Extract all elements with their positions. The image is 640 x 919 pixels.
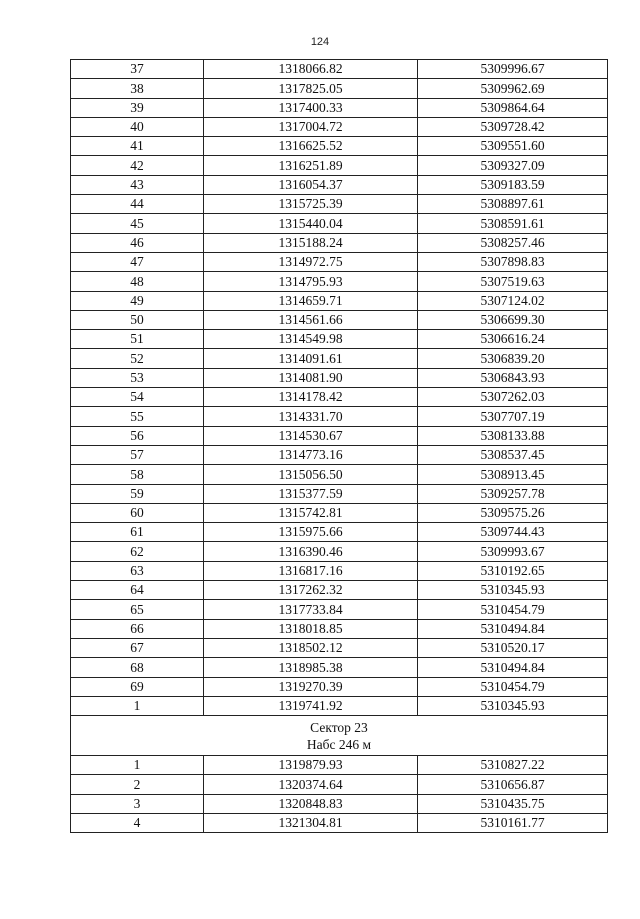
x-coordinate-cell: 1318018.85 [204, 619, 418, 638]
x-coordinate-cell: 1315440.04 [204, 214, 418, 233]
x-coordinate-cell: 1314773.16 [204, 445, 418, 464]
point-number-cell: 41 [71, 137, 204, 156]
x-coordinate-cell: 1315056.50 [204, 465, 418, 484]
table-row [71, 195, 608, 214]
point-number-cell: 51 [71, 330, 204, 349]
x-coordinate-cell: 1314081.90 [204, 368, 418, 387]
table-row [71, 813, 608, 832]
table-row [71, 98, 608, 117]
y-coordinate-cell: 5310192.65 [418, 561, 608, 580]
table-row [71, 272, 608, 291]
table-row [71, 484, 608, 503]
point-number-cell: 1 [71, 756, 204, 775]
point-number-cell: 68 [71, 658, 204, 677]
point-number-cell: 65 [71, 600, 204, 619]
table-row [71, 677, 608, 696]
y-coordinate-cell: 5309996.67 [418, 60, 608, 79]
table-row [71, 175, 608, 194]
y-coordinate-cell: 5310161.77 [418, 813, 608, 832]
point-number-cell: 47 [71, 252, 204, 271]
point-number-cell: 37 [71, 60, 204, 79]
x-coordinate-cell: 1317262.32 [204, 581, 418, 600]
y-coordinate-cell: 5309257.78 [418, 484, 608, 503]
x-coordinate-cell: 1315975.66 [204, 523, 418, 542]
point-number-cell: 39 [71, 98, 204, 117]
y-coordinate-cell: 5309575.26 [418, 503, 608, 522]
table-row [71, 349, 608, 368]
table-row [71, 407, 608, 426]
point-number-cell: 61 [71, 523, 204, 542]
y-coordinate-cell: 5308133.88 [418, 426, 608, 445]
sector-subtitle: Набс 246 м [306, 736, 372, 752]
x-coordinate-cell: 1315188.24 [204, 233, 418, 252]
table-row [71, 426, 608, 445]
y-coordinate-cell: 5309551.60 [418, 137, 608, 156]
x-coordinate-cell: 1320848.83 [204, 794, 418, 813]
x-coordinate-cell: 1314530.67 [204, 426, 418, 445]
table-row [71, 60, 608, 79]
x-coordinate-cell: 1314972.75 [204, 252, 418, 271]
coordinates-table [70, 59, 608, 833]
table-row [71, 619, 608, 638]
x-coordinate-cell: 1316054.37 [204, 175, 418, 194]
point-number-cell: 45 [71, 214, 204, 233]
point-number-cell: 46 [71, 233, 204, 252]
point-number-cell: 59 [71, 484, 204, 503]
point-number-cell: 40 [71, 117, 204, 136]
point-number-cell: 60 [71, 503, 204, 522]
table-row [71, 465, 608, 484]
x-coordinate-cell: 1314795.93 [204, 272, 418, 291]
table-row [71, 388, 608, 407]
point-number-cell: 56 [71, 426, 204, 445]
table-row [71, 214, 608, 233]
x-coordinate-cell: 1314561.66 [204, 310, 418, 329]
coordinates-table-body-bottom [71, 756, 608, 833]
table-row [71, 503, 608, 522]
table-row [71, 794, 608, 813]
x-coordinate-cell: 1318985.38 [204, 658, 418, 677]
point-number-cell: 57 [71, 445, 204, 464]
x-coordinate-cell: 1314178.42 [204, 388, 418, 407]
point-number-cell: 67 [71, 638, 204, 657]
y-coordinate-cell: 5310454.79 [418, 677, 608, 696]
y-coordinate-cell: 5309864.64 [418, 98, 608, 117]
y-coordinate-cell: 5310435.75 [418, 794, 608, 813]
y-coordinate-cell: 5310345.93 [418, 581, 608, 600]
point-number-cell: 42 [71, 156, 204, 175]
y-coordinate-cell: 5306839.20 [418, 349, 608, 368]
point-number-cell: 53 [71, 368, 204, 387]
x-coordinate-cell: 1317733.84 [204, 600, 418, 619]
y-coordinate-cell: 5309993.67 [418, 542, 608, 561]
sector-title: Сектор 23 [310, 719, 368, 735]
y-coordinate-cell: 5307262.03 [418, 388, 608, 407]
x-coordinate-cell: 1319741.92 [204, 696, 418, 715]
table-row [71, 696, 608, 715]
y-coordinate-cell: 5310656.87 [418, 775, 608, 794]
table-row [71, 638, 608, 657]
x-coordinate-cell: 1317400.33 [204, 98, 418, 117]
y-coordinate-cell: 5306843.93 [418, 368, 608, 387]
x-coordinate-cell: 1315377.59 [204, 484, 418, 503]
x-coordinate-cell: 1314331.70 [204, 407, 418, 426]
point-number-cell: 54 [71, 388, 204, 407]
y-coordinate-cell: 5309744.43 [418, 523, 608, 542]
x-coordinate-cell: 1317825.05 [204, 79, 418, 98]
x-coordinate-cell: 1315725.39 [204, 195, 418, 214]
page-number: 124 [310, 36, 330, 48]
y-coordinate-cell: 5310494.84 [418, 658, 608, 677]
y-coordinate-cell: 5310494.84 [418, 619, 608, 638]
y-coordinate-cell: 5309327.09 [418, 156, 608, 175]
y-coordinate-cell: 5308913.45 [418, 465, 608, 484]
table-row [71, 330, 608, 349]
point-number-cell: 48 [71, 272, 204, 291]
y-coordinate-cell: 5307898.83 [418, 252, 608, 271]
x-coordinate-cell: 1316251.89 [204, 156, 418, 175]
y-coordinate-cell: 5307124.02 [418, 291, 608, 310]
table-row [71, 756, 608, 775]
table-row [71, 310, 608, 329]
table-row [71, 117, 608, 136]
y-coordinate-cell: 5310520.17 [418, 638, 608, 657]
table-row [71, 368, 608, 387]
point-number-cell: 63 [71, 561, 204, 580]
table-row [71, 600, 608, 619]
y-coordinate-cell: 5306699.30 [418, 310, 608, 329]
table-row [71, 252, 608, 271]
x-coordinate-cell: 1314091.61 [204, 349, 418, 368]
x-coordinate-cell: 1316817.16 [204, 561, 418, 580]
point-number-cell: 66 [71, 619, 204, 638]
point-number-cell: 44 [71, 195, 204, 214]
y-coordinate-cell: 5306616.24 [418, 330, 608, 349]
y-coordinate-cell: 5309962.69 [418, 79, 608, 98]
point-number-cell: 52 [71, 349, 204, 368]
sector-header-cell [71, 716, 608, 756]
y-coordinate-cell: 5308257.46 [418, 233, 608, 252]
table-row [71, 542, 608, 561]
table-row [71, 445, 608, 464]
table-row [71, 79, 608, 98]
x-coordinate-cell: 1320374.64 [204, 775, 418, 794]
point-number-cell: 49 [71, 291, 204, 310]
y-coordinate-cell: 5309728.42 [418, 117, 608, 136]
y-coordinate-cell: 5307519.63 [418, 272, 608, 291]
y-coordinate-cell: 5308591.61 [418, 214, 608, 233]
x-coordinate-cell: 1314659.71 [204, 291, 418, 310]
point-number-cell: 55 [71, 407, 204, 426]
point-number-cell: 62 [71, 542, 204, 561]
y-coordinate-cell: 5308897.61 [418, 195, 608, 214]
x-coordinate-cell: 1319879.93 [204, 756, 418, 775]
y-coordinate-cell: 5310454.79 [418, 600, 608, 619]
point-number-cell: 58 [71, 465, 204, 484]
point-number-cell: 4 [71, 813, 204, 832]
point-number-cell: 1 [71, 696, 204, 715]
y-coordinate-cell: 5310345.93 [418, 696, 608, 715]
point-number-cell: 3 [71, 794, 204, 813]
point-number-cell: 64 [71, 581, 204, 600]
y-coordinate-cell: 5307707.19 [418, 407, 608, 426]
table-row [71, 523, 608, 542]
table-row [71, 137, 608, 156]
table-row [71, 581, 608, 600]
table-row [71, 658, 608, 677]
table-row [71, 233, 608, 252]
table-row [71, 561, 608, 580]
table-row [71, 156, 608, 175]
y-coordinate-cell: 5308537.45 [418, 445, 608, 464]
coordinates-table-body-top [71, 60, 608, 716]
point-number-cell: 2 [71, 775, 204, 794]
x-coordinate-cell: 1316625.52 [204, 137, 418, 156]
point-number-cell: 50 [71, 310, 204, 329]
table-row [71, 775, 608, 794]
point-number-cell: 43 [71, 175, 204, 194]
y-coordinate-cell: 5309183.59 [418, 175, 608, 194]
table-row [71, 291, 608, 310]
sector-header-body [71, 716, 608, 756]
point-number-cell: 38 [71, 79, 204, 98]
point-number-cell: 69 [71, 677, 204, 696]
x-coordinate-cell: 1315742.81 [204, 503, 418, 522]
x-coordinate-cell: 1318066.82 [204, 60, 418, 79]
sector-header-row [71, 716, 608, 756]
x-coordinate-cell: 1317004.72 [204, 117, 418, 136]
x-coordinate-cell: 1314549.98 [204, 330, 418, 349]
y-coordinate-cell: 5310827.22 [418, 756, 608, 775]
x-coordinate-cell: 1318502.12 [204, 638, 418, 657]
x-coordinate-cell: 1316390.46 [204, 542, 418, 561]
x-coordinate-cell: 1321304.81 [204, 813, 418, 832]
x-coordinate-cell: 1319270.39 [204, 677, 418, 696]
